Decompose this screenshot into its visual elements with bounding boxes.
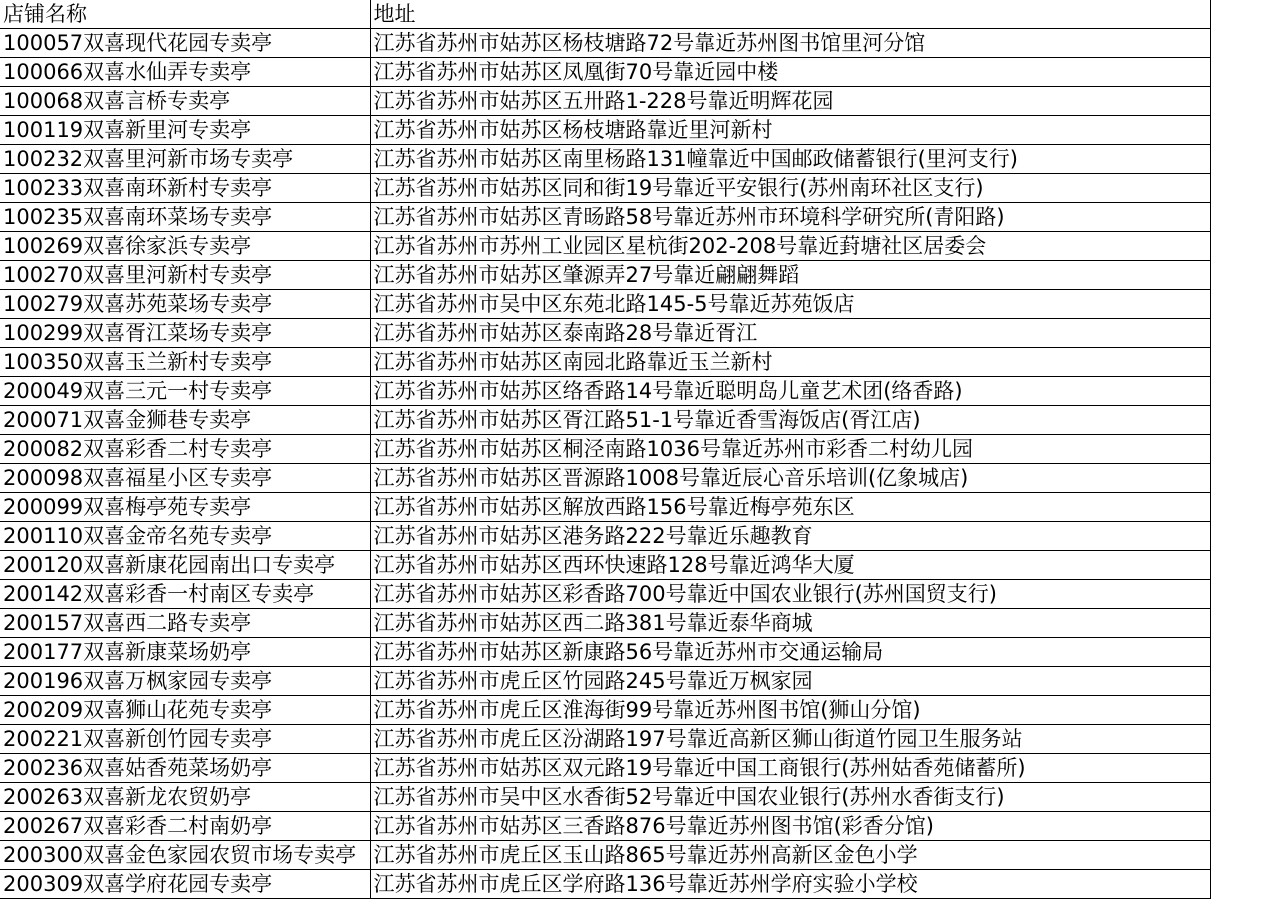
address-cell[interactable]: 江苏省苏州市苏州工业园区星杭街202-208号靠近葑塘社区居委会 [370,232,1210,261]
store-name-cell[interactable]: 100066双喜水仙弄专卖亭 [0,58,370,87]
table-row [0,870,1210,899]
address-cell[interactable]: 江苏省苏州市吴中区东苑北路145-5号靠近苏苑饭店 [370,290,1210,319]
table-row [0,406,1210,435]
column-header-store-name[interactable]: 店铺名称 [0,0,370,29]
store-name-cell[interactable]: 200177双喜新康菜场奶亭 [0,638,370,667]
table-row [0,754,1210,783]
store-name-cell[interactable]: 100269双喜徐家浜专卖亭 [0,232,370,261]
table-row [0,725,1210,754]
address-cell[interactable]: 江苏省苏州市虎丘区学府路136号靠近苏州学府实验小学校 [370,870,1210,899]
store-name-cell[interactable]: 100057双喜现代花园专卖亭 [0,29,370,58]
table-body [0,29,1210,899]
table-row [0,145,1210,174]
table-row [0,580,1210,609]
address-cell[interactable]: 江苏省苏州市虎丘区汾湖路197号靠近高新区狮山街道竹园卫生服务站 [370,725,1210,754]
address-cell[interactable]: 江苏省苏州市虎丘区玉山路865号靠近苏州高新区金色小学 [370,841,1210,870]
store-name-cell[interactable]: 100279双喜苏苑菜场专卖亭 [0,290,370,319]
store-name-cell[interactable]: 200082双喜彩香二村专卖亭 [0,435,370,464]
table-row [0,522,1210,551]
store-name-cell[interactable]: 200221双喜新创竹园专卖亭 [0,725,370,754]
address-cell[interactable]: 江苏省苏州市姑苏区肇源弄27号靠近翩翩舞蹈 [370,261,1210,290]
address-cell[interactable]: 江苏省苏州市姑苏区新康路56号靠近苏州市交通运输局 [370,638,1210,667]
store-name-cell[interactable]: 100299双喜胥江菜场专卖亭 [0,319,370,348]
address-cell[interactable]: 江苏省苏州市姑苏区络香路14号靠近聪明岛儿童艺术团(络香路) [370,377,1210,406]
store-name-cell[interactable]: 200267双喜彩香二村南奶亭 [0,812,370,841]
table-row [0,377,1210,406]
table-row [0,783,1210,812]
address-cell[interactable]: 江苏省苏州市姑苏区桐泾南路1036号靠近苏州市彩香二村幼儿园 [370,435,1210,464]
address-cell[interactable]: 江苏省苏州市姑苏区彩香路700号靠近中国农业银行(苏州国贸支行) [370,580,1210,609]
table-row [0,696,1210,725]
address-cell[interactable]: 江苏省苏州市姑苏区解放西路156号靠近梅亭苑东区 [370,493,1210,522]
address-cell[interactable]: 江苏省苏州市姑苏区杨枝塘路72号靠近苏州图书馆里河分馆 [370,29,1210,58]
address-cell[interactable]: 江苏省苏州市虎丘区竹园路245号靠近万枫家园 [370,667,1210,696]
table-row [0,116,1210,145]
store-name-cell[interactable]: 200309双喜学府花园专卖亭 [0,870,370,899]
store-name-cell[interactable]: 100233双喜南环新村专卖亭 [0,174,370,203]
table-row [0,667,1210,696]
store-name-cell[interactable]: 200157双喜西二路专卖亭 [0,609,370,638]
address-cell[interactable]: 江苏省苏州市姑苏区胥江路51-1号靠近香雪海饭店(胥江店) [370,406,1210,435]
table-row [0,87,1210,116]
store-name-cell[interactable]: 200142双喜彩香一村南区专卖亭 [0,580,370,609]
address-cell[interactable]: 江苏省苏州市姑苏区南园北路靠近玉兰新村 [370,348,1210,377]
store-name-cell[interactable]: 200120双喜新康花园南出口专卖亭 [0,551,370,580]
table-row [0,493,1210,522]
header-row [0,0,1210,29]
table-row [0,551,1210,580]
address-cell[interactable]: 江苏省苏州市姑苏区青旸路58号靠近苏州市环境科学研究所(青阳路) [370,203,1210,232]
table-row [0,203,1210,232]
address-cell[interactable]: 江苏省苏州市姑苏区双元路19号靠近中国工商银行(苏州姑香苑储蓄所) [370,754,1210,783]
address-cell[interactable]: 江苏省苏州市姑苏区西二路381号靠近泰华商城 [370,609,1210,638]
table-row [0,464,1210,493]
address-cell[interactable]: 江苏省苏州市姑苏区港务路222号靠近乐趣教育 [370,522,1210,551]
store-name-cell[interactable]: 100232双喜里河新市场专卖亭 [0,145,370,174]
store-name-cell[interactable]: 200110双喜金帝名苑专卖亭 [0,522,370,551]
table-row [0,232,1210,261]
store-name-cell[interactable]: 100119双喜新里河专卖亭 [0,116,370,145]
store-name-cell[interactable]: 200263双喜新龙农贸奶亭 [0,783,370,812]
address-cell[interactable]: 江苏省苏州市姑苏区晋源路1008号靠近辰心音乐培训(亿象城店) [370,464,1210,493]
store-name-cell[interactable]: 200236双喜姑香苑菜场奶亭 [0,754,370,783]
table-row [0,58,1210,87]
store-name-cell[interactable]: 200099双喜梅亭苑专卖亭 [0,493,370,522]
table-row [0,609,1210,638]
store-name-cell[interactable]: 100068双喜言桥专卖亭 [0,87,370,116]
store-name-cell[interactable]: 200098双喜福星小区专卖亭 [0,464,370,493]
store-name-cell[interactable]: 200209双喜狮山花苑专卖亭 [0,696,370,725]
address-cell[interactable]: 江苏省苏州市姑苏区杨枝塘路靠近里河新村 [370,116,1210,145]
table-row [0,348,1210,377]
table-row [0,174,1210,203]
address-cell[interactable]: 江苏省苏州市姑苏区凤凰街70号靠近园中楼 [370,58,1210,87]
address-cell[interactable]: 江苏省苏州市姑苏区五卅路1-228号靠近明辉花园 [370,87,1210,116]
address-cell[interactable]: 江苏省苏州市姑苏区泰南路28号靠近胥江 [370,319,1210,348]
address-cell[interactable]: 江苏省苏州市姑苏区同和街19号靠近平安银行(苏州南环社区支行) [370,174,1210,203]
store-name-cell[interactable]: 200049双喜三元一村专卖亭 [0,377,370,406]
store-name-cell[interactable]: 100270双喜里河新村专卖亭 [0,261,370,290]
table-row [0,29,1210,58]
column-header-address[interactable]: 地址 [370,0,1210,29]
store-name-cell[interactable]: 100235双喜南环菜场专卖亭 [0,203,370,232]
store-name-cell[interactable]: 200196双喜万枫家园专卖亭 [0,667,370,696]
address-cell[interactable]: 江苏省苏州市姑苏区南里杨路131幢靠近中国邮政储蓄银行(里河支行) [370,145,1210,174]
address-cell[interactable]: 江苏省苏州市姑苏区西环快速路128号靠近鸿华大厦 [370,551,1210,580]
store-name-cell[interactable]: 200300双喜金色家园农贸市场专卖亭 [0,841,370,870]
table-row [0,841,1210,870]
table-row [0,435,1210,464]
address-cell[interactable]: 江苏省苏州市吴中区水香街52号靠近中国农业银行(苏州水香街支行) [370,783,1210,812]
address-cell[interactable]: 江苏省苏州市虎丘区淮海街99号靠近苏州图书馆(狮山分馆) [370,696,1210,725]
table-row [0,319,1210,348]
table-row [0,812,1210,841]
store-name-cell[interactable]: 100350双喜玉兰新村专卖亭 [0,348,370,377]
address-cell[interactable]: 江苏省苏州市姑苏区三香路876号靠近苏州图书馆(彩香分馆) [370,812,1210,841]
table-row [0,261,1210,290]
table-row [0,638,1210,667]
table-row [0,290,1210,319]
store-name-cell[interactable]: 200071双喜金狮巷专卖亭 [0,406,370,435]
